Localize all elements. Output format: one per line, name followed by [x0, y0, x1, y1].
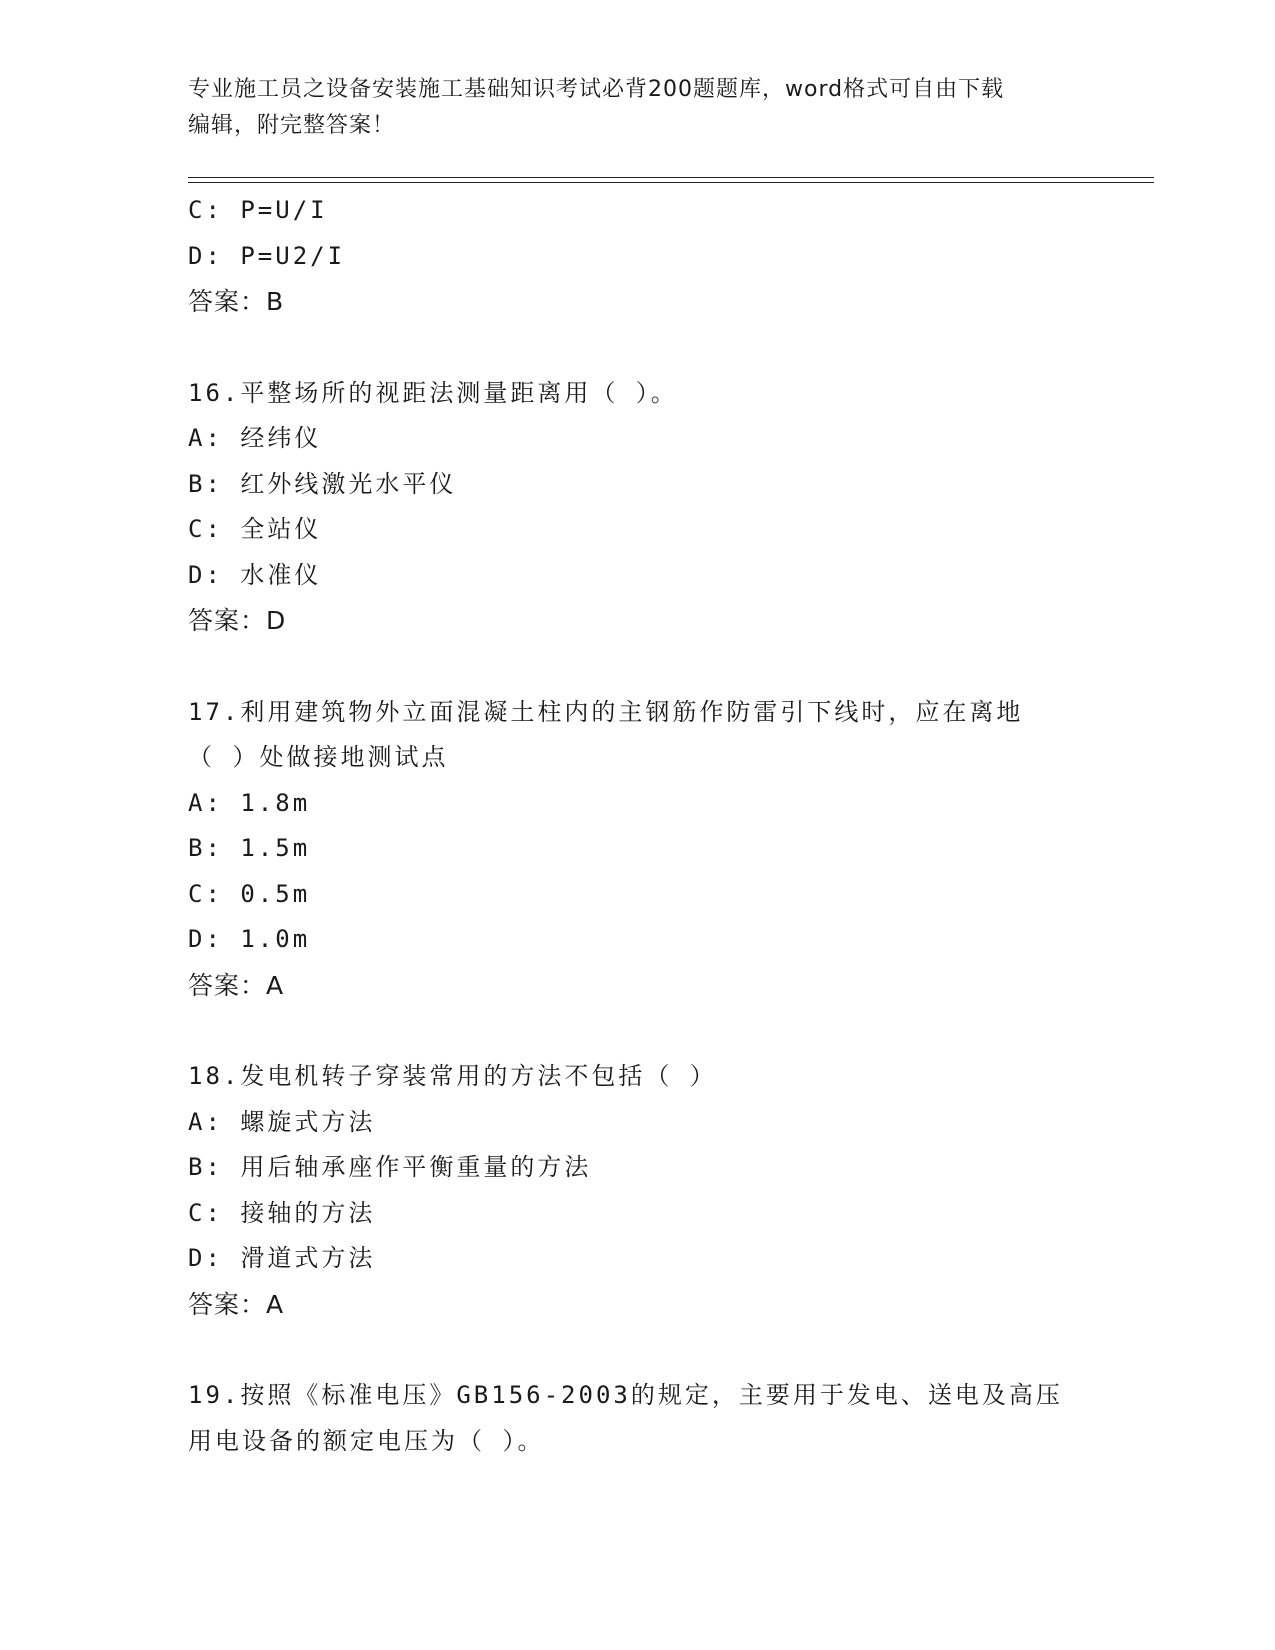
header-divider-top — [188, 177, 1154, 178]
option-a: A: 螺旋式方法 — [188, 1107, 376, 1136]
option-d: D: 水准仪 — [188, 560, 322, 589]
answer-line: 答案：A — [188, 1289, 285, 1319]
option-d: D: 滑道式方法 — [188, 1244, 376, 1272]
question-fragment — [188, 188, 1088, 325]
option-c: C: 0.5m — [188, 879, 311, 908]
option-c: C: P=U/I — [188, 196, 328, 224]
option-c: C: 全站仪 — [188, 515, 322, 543]
option-a: A: 经纬仪 — [188, 424, 322, 452]
option-a: A: 1.8m — [188, 788, 311, 817]
option-d: D: 1.0m — [188, 925, 311, 953]
header-line-2: 编辑，附完整答案！ — [188, 113, 396, 138]
option-b: B: 红外线激光水平仪 — [188, 469, 457, 498]
option-b: B: 1.5m — [188, 834, 311, 862]
document-body — [188, 188, 1088, 1464]
question-text: 16.平整场所的视距法测量距离用（ ）。 — [188, 378, 678, 407]
question-text: 18.发电机转子穿装常用的方法不包括（ ） — [188, 1062, 717, 1090]
answer-line: 答案：A — [188, 970, 285, 1000]
question-text-continued: 用电设备的额定电压为（ ）。 — [188, 1426, 545, 1455]
option-b: B: 用后轴承座作平衡重量的方法 — [188, 1153, 592, 1181]
question-17 — [188, 690, 1088, 1009]
header-line-1: 专业施工员之设备安装施工基础知识考试必背200题题库，word格式可自由下载 — [188, 77, 1005, 102]
question-text-continued: （ ）处做接地测试点 — [188, 743, 449, 771]
question-18 — [188, 1054, 1088, 1327]
question-19 — [188, 1373, 1088, 1464]
question-text: 17.利用建筑物外立面混凝土柱内的主钢筋作防雷引下线时，应在离地 — [188, 697, 1024, 726]
answer-line: 答案：D — [188, 606, 287, 635]
option-d: D: P=U2/I — [188, 241, 346, 270]
option-c: C: 接轴的方法 — [188, 1198, 376, 1227]
document-header — [188, 72, 1088, 144]
answer-line: 答案：B — [188, 287, 285, 316]
question-text: 19.按照《标准电压》GB156-2003的规定，主要用于发电、送电及高压 — [188, 1381, 1063, 1409]
question-16 — [188, 371, 1088, 644]
header-divider-bottom — [188, 182, 1154, 183]
